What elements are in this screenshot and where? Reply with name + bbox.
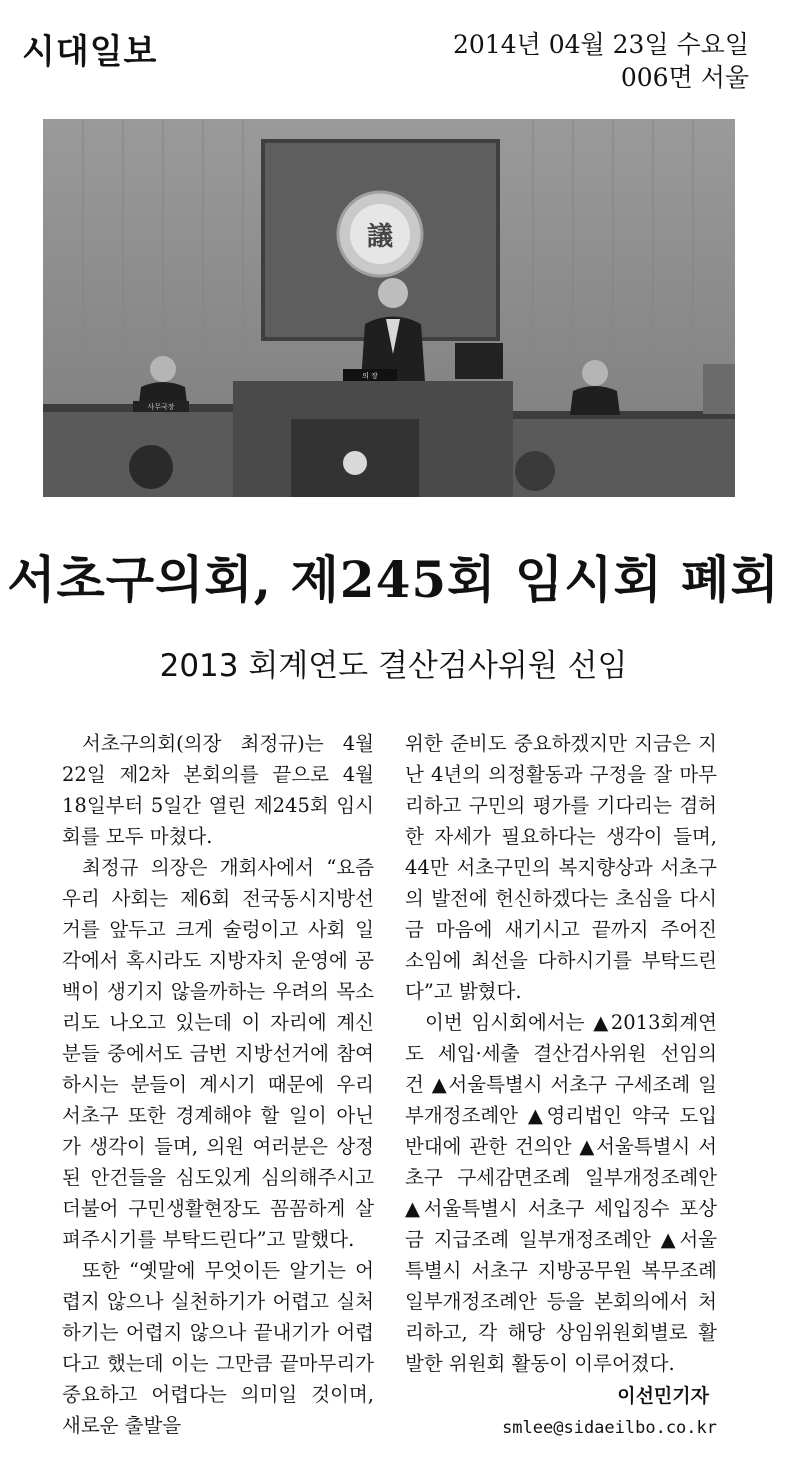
article-paragraph-continued: 위한 준비도 중요하겠지만 지금은 지난 4년의 의정활동과 구정을 잘 마무리하고 구민의 평가를 기다리는 겸허한 자세가 필요하다는 생각이 들며, 44만 서초구민의 복지향상과 서초구의 발전에 헌신하겠다는 초심을 다시금 마음에 새기시고 끝까지 주어진 소임에 최선을 다하시기를 부탁드린다”고 밝혔다. xyxy=(405,732,717,1003)
nameplate-left: 사무국장 xyxy=(147,403,175,411)
article-paragraph: 최정규 의장은 개회사에서 “요즘 우리 사회는 제6회 전국동시지방선거를 앞두고 크게 술렁이고 사회 일각에서 혹시라도 지방자치 운영에 공백이 생기지 않을까하는 우려의 목소리도 나오고 있는데 이 자리에 계신 분들 중에서도 금번 지방선거에 참여하시는 분들이 계시기 때문에 우리 서초구 또한 경계해야 할 일이 아닌가 생각이 들며, 의원 여러분은 상정된 안건들을 심도있게 심의해주시고 더불어 구민생활현장도 꼼꼼하게 살펴주시기를 부탁드린다”고 말했다. xyxy=(62,856,374,1251)
page-section: 006면 서울 xyxy=(620,63,749,92)
audience-head-left xyxy=(129,445,173,489)
emblem-label: 議 xyxy=(366,222,394,252)
news-photo xyxy=(43,119,735,497)
council-emblem-icon xyxy=(338,192,422,276)
article-paragraph: 이번 임시회에서는 ▲2013회계연도 세입·세출 결산검사위원 선임의 건 ▲서울특별시 서초구 구세조례 일부개정조례안 ▲영리법인 약국 도입 반대에 관한 건의안 ▲서울특별시 서초구 구세감면조례 일부개정조례안 ▲서울특별시 서초구 세입징수 포상금 지급조례 일부개정조례안 ▲서울특별시 서초구 지방공무원 복무조례 일부개정조례안 등을 본회의에서 처리하고, 각 해당 상임위원회별로 활발한 위원회 활동이 이루어졌다. xyxy=(405,1011,717,1375)
reporter-name: 이선민기자 xyxy=(617,1385,709,1407)
article-column-right xyxy=(405,728,717,1444)
byline xyxy=(405,1381,717,1444)
dateline xyxy=(453,28,749,94)
reporter-email: smlee@sidaeilbo.co.kr xyxy=(502,1418,717,1438)
article-paragraph: 서초구의회(의장 최정규)는 4월 22일 제2차 본회의를 끝으로 4월 18일부터 5일간 열린 제245회 임시회를 모두 마쳤다. xyxy=(62,732,374,848)
headline: 서초구의회, 제245회 임시회 폐회 xyxy=(7,550,780,609)
audience-head-right xyxy=(515,451,555,491)
article-paragraph: 또한 “옛말에 무엇이든 알기는 어렵지 않으나 실천하기가 어렵고 실처하기는 어렵지 않으나 끝내기가 어렵다고 했는데 이는 그만큼 끝마무리가 중요하고 어렵다는 의미일 것이며, 새로운 출발을 xyxy=(62,1259,374,1437)
council-session-photo xyxy=(43,119,735,497)
publication-date: 2014년 04월 23일 수요일 xyxy=(453,30,749,59)
masthead: 시대일보 xyxy=(22,32,158,72)
subheadline: 2013 회계연도 결산검사위원 선임 xyxy=(159,648,628,684)
article-column-left xyxy=(62,728,374,1441)
nameplate-center: 의 장 xyxy=(362,372,378,380)
